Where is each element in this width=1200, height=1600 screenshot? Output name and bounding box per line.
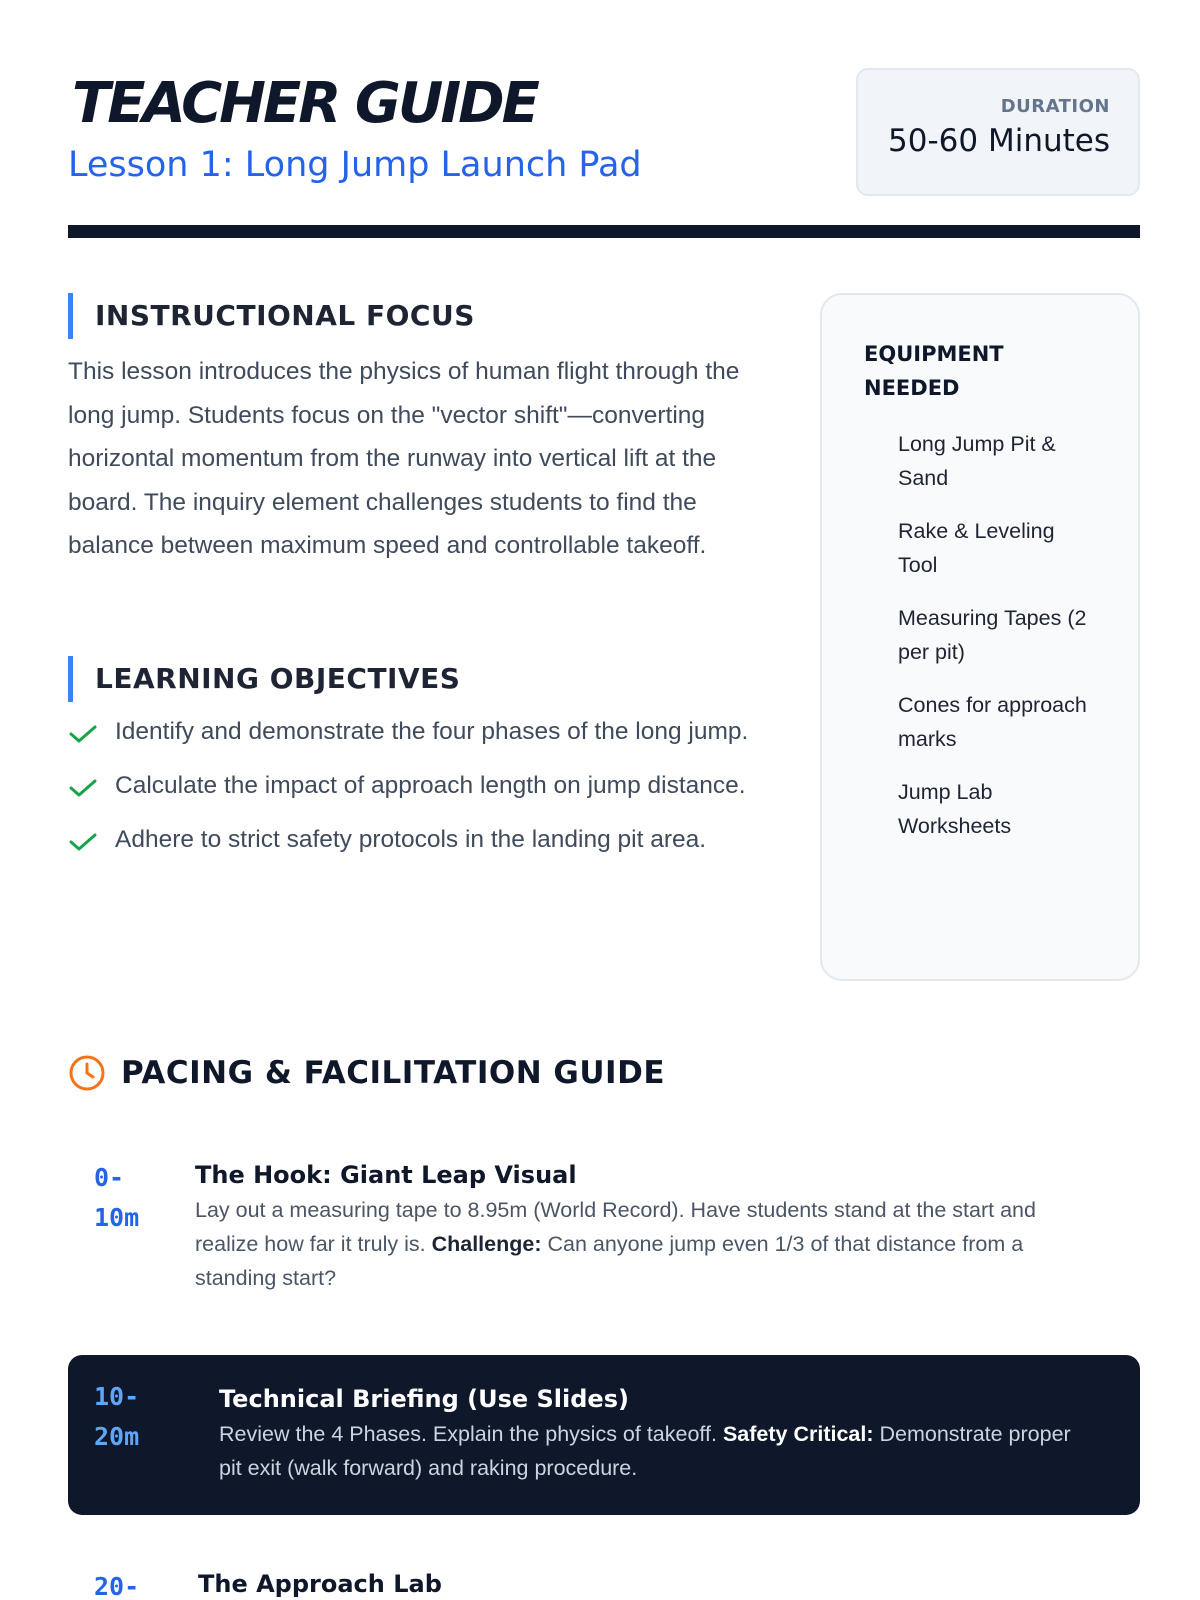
list-item: Jump Lab Worksheets: [898, 780, 1012, 838]
checkmark-icon: [68, 778, 98, 798]
list-item: [68, 820, 768, 860]
list-item: Cones for approach marks: [898, 693, 1087, 751]
equipment-list: [898, 427, 1098, 862]
pacing-time: 0-10m: [94, 1163, 140, 1232]
objectives-list: [68, 712, 768, 874]
pacing-title: The Hook: Giant Leap Visual: [195, 1161, 577, 1189]
list-item: Rake & Leveling Tool: [898, 519, 1055, 577]
learning-objectives-heading: LEARNING OBJECTIVES: [68, 656, 460, 702]
header: [68, 68, 1140, 198]
pacing-title: The Approach Lab: [198, 1570, 442, 1598]
checkmark-icon: [68, 724, 98, 744]
pacing-row: [68, 1158, 1140, 1298]
checkmark-icon: [68, 832, 98, 852]
pacing-time: 10-20m: [94, 1382, 140, 1451]
duration-value: 50-60 Minutes: [888, 123, 1110, 159]
pacing-heading: [68, 1050, 665, 1096]
list-item: Measuring Tapes (2 per pit): [898, 606, 1087, 664]
instructional-focus-heading: INSTRUCTIONAL FOCUS: [68, 293, 475, 339]
pacing-title: Technical Briefing (Use Slides): [219, 1385, 629, 1413]
objective-text: Identify and demonstrate the four phases of the long jump.: [115, 718, 749, 745]
lesson-title: Lesson 1: Long Jump Launch Pad: [68, 145, 642, 185]
list-item: [68, 712, 768, 752]
pacing-row-highlighted: [68, 1355, 1140, 1515]
pacing-description: Review the 4 Phases. Explain the physics of takeoff. Safety Critical: Demonstrate proper pit exit (walk forward) and raking procedure.: [219, 1422, 1071, 1480]
list-item: [68, 766, 768, 806]
pacing-description: Lay out a measuring tape to 8.95m (World Record). Have students stand at the start and realize how far it truly is. Challenge: Can anyone jump even 1/3 of that distance from a standing start?: [195, 1198, 1036, 1290]
page-title: TEACHER GUIDE: [72, 71, 537, 136]
clock-icon: [68, 1054, 106, 1092]
pacing-row: [68, 1567, 1140, 1600]
duration-box: [856, 68, 1140, 196]
objective-text: Adhere to strict safety protocols in the landing pit area.: [115, 826, 707, 853]
objective-text: Calculate the impact of approach length on jump distance.: [115, 772, 746, 799]
duration-label: DURATION: [1000, 96, 1110, 117]
header-divider: [68, 225, 1140, 238]
pacing-heading-label: PACING & FACILITATION GUIDE: [121, 1055, 665, 1091]
equipment-heading: EQUIPMENT NEEDED: [864, 342, 1004, 400]
equipment-card: [820, 293, 1140, 981]
instructional-focus-text: This lesson introduces the physics of human flight through the long jump. Students focus on the "vector shift"—converting horizontal momentum from the runway into vertical lift at the board. The inquiry element challenges students to find the balance between maximum speed and controllable takeoff.: [68, 358, 740, 560]
pacing-time: 20-: [94, 1572, 140, 1600]
list-item: Long Jump Pit & Sand: [898, 432, 1056, 490]
